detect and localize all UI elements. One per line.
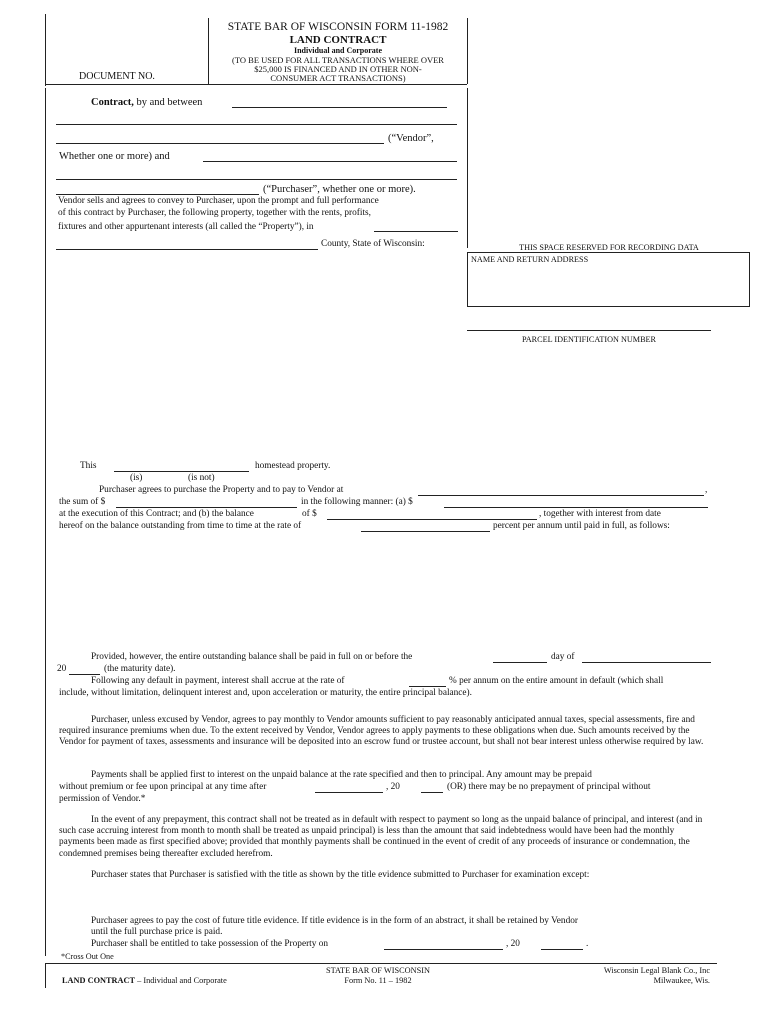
usage-note-3: CONSUMER ACT TRANSACTIONS) (270, 73, 406, 83)
prepay-date-field[interactable] (315, 792, 383, 793)
subtitle: Individual and Corporate (293, 46, 383, 55)
footer-rule (45, 963, 717, 964)
together-label: , together with interest from date (539, 509, 661, 519)
contract-label: Contract, (91, 97, 134, 108)
possession-period: . (586, 939, 589, 949)
footer-center-2: Form No. 11 – 1982 (344, 976, 412, 985)
middle-border-upper (467, 88, 468, 248)
maturity-month-field[interactable] (582, 662, 711, 663)
prepayment-paragraph: In the event of any prepayment, this contract shall not be treated as in default with respect to payment so long as the unpaid balance of principal, and interest (and in such case accruing interest from month to month shall be treated as unpaid principal) is less than the amount that said indebtedness would have been had the monthly payments been made as first specified above; provided that monthly payments shall be continued in the event of credit of any proceeds of insurance or condemnation, the condemned premises being thereafter excluded herefrom. (59, 815, 703, 859)
left-border (45, 88, 46, 956)
maturity-year-field[interactable] (69, 674, 100, 675)
title-cost-line-2: until the full purchase price is paid. (91, 927, 223, 937)
homestead-field[interactable] (114, 471, 249, 472)
default-line-3: include, without limitation, delinquent interest and, upon acceleration or maturity, the entire principal balance). (59, 688, 472, 698)
footer-left-rest: – Individual and Corporate (135, 976, 227, 985)
payment-location-field[interactable] (418, 495, 704, 496)
default-rate-field[interactable] (409, 686, 446, 687)
footer-left-border (45, 963, 46, 988)
recital-line-3: fixtures and other appurtenant interests (all called the “Property”), in (58, 222, 314, 232)
footer-right-1: Wisconsin Legal Blank Co., Inc (603, 966, 710, 975)
prepay-line-3: permission of Vendor.* (59, 794, 146, 804)
prepay-year-field[interactable] (421, 792, 443, 793)
contract-type: LAND CONTRACT (289, 34, 387, 46)
form-title: STATE BAR OF WISCONSIN FORM 11-1982 (227, 21, 449, 33)
left-border-top (45, 14, 46, 86)
vendor-name-field[interactable] (232, 107, 447, 108)
footer-left (62, 975, 227, 986)
purchaser-name-field-3[interactable] (56, 194, 259, 195)
vendor-label: (“Vendor”, (388, 133, 434, 144)
balance-field[interactable] (327, 519, 537, 520)
whether-label: Whether one or more) and (59, 151, 170, 162)
sum-field[interactable] (116, 507, 297, 508)
sum-label: the sum of $ (59, 497, 106, 507)
parcel-id-field[interactable] (467, 330, 711, 331)
maturity-day-field[interactable] (493, 662, 547, 663)
by-and-between-label: by and between (136, 97, 203, 108)
maturity-label: (the maturity date). (104, 664, 176, 674)
default-line-1: Following any default in payment, interest shall accrue at the rate of (91, 676, 345, 686)
default-line-2: % per annum on the entire amount in default (which shall (449, 676, 664, 686)
purchaser-name-field[interactable] (203, 161, 457, 162)
percent-label: percent per annum until paid in full, as follows: (493, 521, 670, 531)
maturity-year-prefix: 20 (57, 664, 67, 674)
homestead-this-label: This (80, 461, 97, 471)
hereof-label: hereof on the balance outstanding from time to time at the rate of (59, 521, 302, 531)
prepay-line-2a: without premium or fee upon principal at any time after (59, 782, 267, 792)
usage-note-2: $25,000 IS FINANCED AND IN OTHER NON- (254, 64, 422, 74)
prepay-line-2c: (OR) there may be no prepayment of principal without (447, 782, 651, 792)
purchaser-name-field-2[interactable] (56, 179, 457, 180)
down-payment-field[interactable] (444, 507, 708, 508)
possession-20-label: , 20 (506, 939, 520, 949)
possession-date-field[interactable] (384, 949, 503, 950)
purchase-line-1: Purchaser agrees to purchase the Property and to pay to Vendor at (99, 485, 344, 495)
title-cost-line-1: Purchaser agrees to pay the cost of future title evidence. If title evidence is in the form of an abstract, it shall be retained by Vendor (91, 916, 578, 926)
county-label: County, State of Wisconsin: (321, 239, 425, 249)
cross-out-note: *Cross Out One (61, 952, 114, 961)
footer-right-2: Milwaukee, Wis. (653, 976, 710, 985)
parcel-id-label: PARCEL IDENTIFICATION NUMBER (521, 335, 657, 344)
purchaser-label: (“Purchaser”, whether one or more). (263, 184, 416, 195)
footer-center-1: STATE BAR OF WISCONSIN (325, 966, 431, 975)
name-return-label: NAME AND RETURN ADDRESS (471, 255, 589, 264)
purchase-comma: , (705, 485, 708, 495)
footer-left-bold: LAND CONTRACT (62, 976, 136, 985)
possession-label: Purchaser shall be entitled to take possession of the Property on (91, 939, 329, 949)
prepay-line-2b: , 20 (386, 782, 400, 792)
recital-line-1: Vendor sells and agrees to convey to Purchaser, upon the prompt and full performance (58, 196, 379, 206)
title-satisfied-text: Purchaser states that Purchaser is satisfied with the title as shown by the title evidence submitted to Purchaser for examination except: (91, 870, 590, 880)
day-of-label: day of (551, 652, 575, 662)
taxes-paragraph: Purchaser, unless excused by Vendor, agrees to pay monthly to Vendor amounts sufficient to pay reasonably anticipated annual taxes, special assessments, fire and required insurance premiums when due. To the extent received by Vendor, Vendor agrees to apply payments to these obligations when due. Such amounts received by the Vendor for payment of taxes, assessments and insurance will be deposited into an escrow fund or trustee account, but shall not bear interest unless otherwise required by law. (59, 715, 704, 748)
prepay-line-1: Payments shall be applied first to interest on the unpaid balance at the rate specified and then to principal. Any amount may be prepaid (91, 770, 592, 780)
provided-label: Provided, however, the entire outstanding balance shall be paid in full on or before the (91, 652, 413, 662)
recording-reserved-label: THIS SPACE RESERVED FOR RECORDING DATA (519, 243, 699, 252)
vendor-name-field-2[interactable] (56, 124, 457, 125)
balance-of-label: of $ (302, 509, 317, 519)
vendor-name-field-3[interactable] (56, 143, 384, 144)
header-bottom-rule (45, 84, 467, 85)
homestead-is-not-option: (is not) (188, 473, 215, 483)
contract-line (91, 97, 202, 109)
execution-label: at the execution of this Contract; and (b) the balance (59, 509, 254, 519)
usage-note-1: (TO BE USED FOR ALL TRANSACTIONS WHERE OVER (232, 55, 444, 65)
homestead-label: homestead property. (255, 461, 331, 471)
county-field[interactable] (374, 231, 458, 232)
homestead-is-option: (is) (130, 473, 143, 483)
recital-line-2: of this contract by Purchaser, the following property, together with the rents, profits, (58, 208, 371, 218)
possession-year-field[interactable] (541, 949, 583, 950)
document-no-label: DOCUMENT NO. (79, 71, 155, 82)
interest-rate-field[interactable] (361, 531, 490, 532)
manner-label: in the following manner: (a) $ (301, 497, 413, 507)
county-name-field[interactable] (56, 249, 318, 250)
